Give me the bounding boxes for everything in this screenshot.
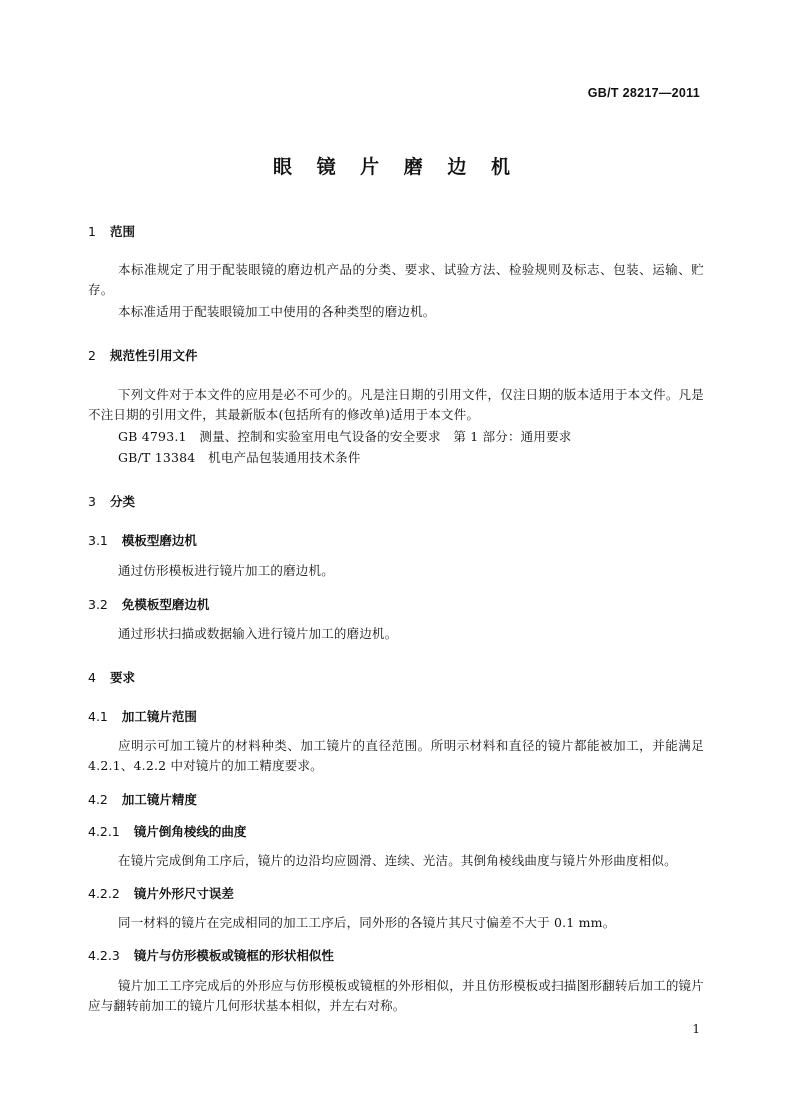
- section-title: 镜片外形尺寸误差: [133, 886, 234, 901]
- section-title: 分类: [109, 494, 135, 509]
- section-number: 3: [88, 494, 96, 509]
- section-title: 要求: [109, 670, 135, 685]
- section-heading-2: [88, 346, 197, 364]
- section-title: 镜片与仿形模板或镜框的形状相似性: [133, 948, 334, 963]
- section-heading-3: [88, 492, 135, 510]
- standard-number: GB/T 28217—2011: [587, 86, 700, 100]
- page-number: 1: [692, 1022, 700, 1036]
- reference-item: GB 4793.1 测量、控制和实验室用电气设备的安全要求 第 1 部分：通用要求: [118, 429, 572, 444]
- paragraph-4-2-3: 镜片加工工序完成后的外形应与仿形模板或镜框的外形相似，并且仿形模板或扫描图形翻转后加工的镜片应与翻转前加工的镜片几何形状基本相似，并左右对称。: [88, 978, 704, 1013]
- section-heading-4: [88, 668, 135, 686]
- section-title: 加工镜片范围: [121, 709, 197, 724]
- paragraph-4-1: 应明示可加工镜片的材料种类、加工镜片的直径范围。所明示材料和直径的镜片都能被加工，并能满足 4.2.1、4.2.2 中对镜片的加工精度要求。: [88, 738, 704, 773]
- paragraph-scope-1: 本标准规定了用于配装眼镜的磨边机产品的分类、要求、试验方法、检验规则及标志、包装、运输、贮存。: [88, 262, 704, 297]
- paragraph-4-2-1: 在镜片完成倒角工序后，镜片的边沿均应圆滑、连续、光洁。其倒角棱线曲度与镜片外形曲度相似。: [118, 853, 677, 868]
- subsection-heading-4-2-2: [88, 884, 234, 902]
- section-title: 模板型磨边机: [121, 533, 197, 548]
- subsection-heading-3-2: [88, 595, 209, 613]
- section-number: 4.2: [88, 792, 108, 807]
- section-number: 3.1: [88, 533, 108, 548]
- section-heading-1: [88, 222, 135, 240]
- subsection-heading-4-2-1: [88, 822, 246, 840]
- subsection-heading-3-1: [88, 531, 197, 549]
- section-title: 范围: [109, 224, 135, 239]
- section-number: 1: [88, 224, 96, 239]
- section-number: 2: [88, 348, 96, 363]
- section-title: 规范性引用文件: [109, 348, 198, 363]
- paragraph-4-2-2: 同一材料的镜片在完成相同的加工工序后，同外形的各镜片其尺寸偏差不大于 0.1 mm。: [118, 915, 616, 930]
- section-title: 加工镜片精度: [121, 792, 197, 807]
- subsection-heading-4-2: [88, 790, 197, 808]
- paragraph-normative-refs: 下列文件对于本文件的应用是必不可少的。凡是注日期的引用文件，仅注日期的版本适用于本文件。凡是不注日期的引用文件，其最新版本(包括所有的修改单)适用于本文件。: [88, 387, 704, 422]
- document-title: 眼 镜 片 磨 边 机: [272, 156, 520, 178]
- subsection-heading-4-1: [88, 707, 197, 725]
- subsection-heading-4-2-3: [88, 946, 334, 964]
- section-number: 4.1: [88, 709, 108, 724]
- section-number: 4: [88, 670, 96, 685]
- section-number: 3.2: [88, 597, 108, 612]
- reference-item: GB/T 13384 机电产品包装通用技术条件: [118, 450, 361, 465]
- paragraph-3-1: 通过仿形模板进行镜片加工的磨边机。: [118, 563, 334, 578]
- paragraph-scope-2: 本标准适用于配装眼镜加工中使用的各种类型的磨边机。: [118, 304, 436, 319]
- section-title: 免模板型磨边机: [121, 597, 210, 612]
- section-title: 镜片倒角棱线的曲度: [133, 824, 247, 839]
- paragraph-3-2: 通过形状扫描或数据输入进行镜片加工的磨边机。: [118, 626, 398, 641]
- section-number: 4.2.2: [88, 886, 120, 901]
- section-number: 4.2.1: [88, 824, 120, 839]
- section-number: 4.2.3: [88, 948, 120, 963]
